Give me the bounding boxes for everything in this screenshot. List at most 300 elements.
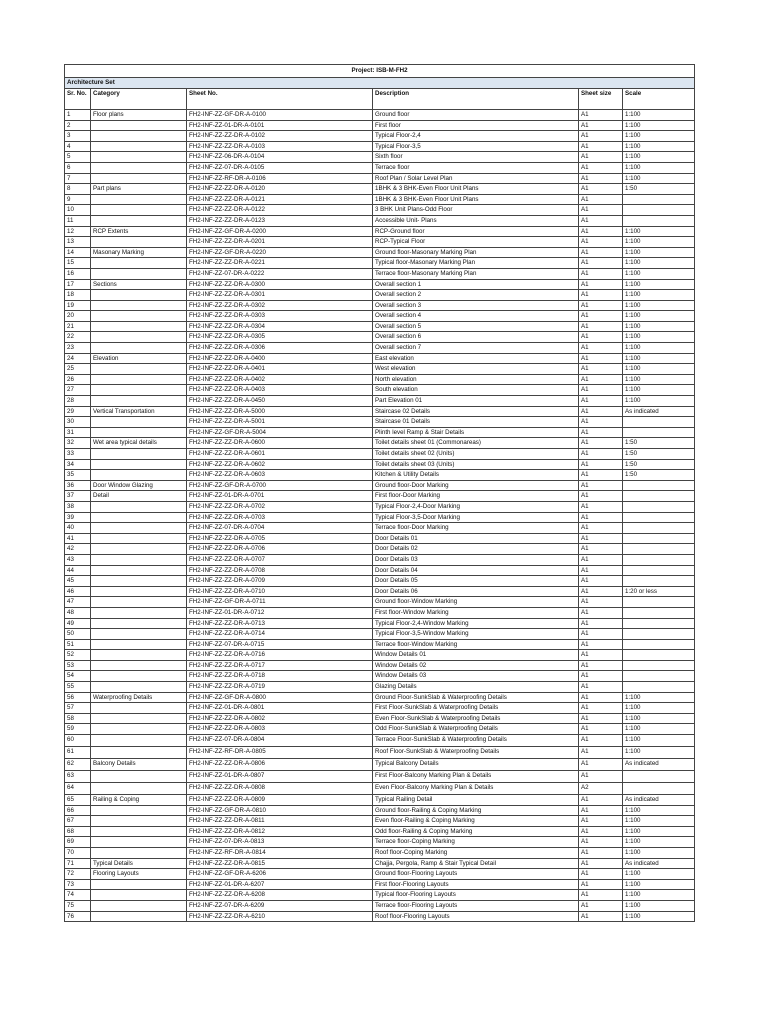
cell-sr-no: 65 [65, 795, 91, 806]
cell-sr-no: 55 [65, 682, 91, 693]
cell-description: Overall section 5 [373, 321, 579, 332]
table-row [65, 512, 695, 523]
table-row [65, 826, 695, 837]
cell-sr-no: 53 [65, 660, 91, 671]
table-row [65, 597, 695, 608]
header-category: Category [91, 89, 187, 110]
cell-sheet-no: FH2-INF-ZZ-GF-DR-A-0800 [187, 692, 373, 703]
cell-scale: As indicated [623, 795, 695, 806]
cell-description: Door Details 05 [373, 576, 579, 587]
cell-sheet-no: FH2-INF-ZZ-ZZ-DR-A-0809 [187, 795, 373, 806]
cell-sheet-size: A1 [579, 607, 623, 618]
table-row [65, 869, 695, 880]
cell-sheet-size: A1 [579, 417, 623, 428]
cell-category: Elevation [91, 353, 187, 364]
table-row [65, 586, 695, 597]
cell-category [91, 747, 187, 759]
cell-sheet-size: A1 [579, 879, 623, 890]
cell-description: Overall section 1 [373, 279, 579, 290]
cell-category [91, 816, 187, 827]
cell-sr-no: 3 [65, 131, 91, 142]
cell-category: Wet area typical details [91, 438, 187, 449]
cell-sheet-size: A1 [579, 194, 623, 205]
cell-scale [623, 783, 695, 795]
table-row [65, 290, 695, 301]
cell-sr-no: 70 [65, 848, 91, 859]
cell-scale: 1:100 [623, 173, 695, 184]
cell-sheet-no: FH2-INF-ZZ-ZZ-DR-A-0710 [187, 586, 373, 597]
table-row [65, 258, 695, 269]
cell-sheet-size: A1 [579, 162, 623, 173]
cell-sheet-size: A1 [579, 215, 623, 226]
cell-scale: 1:100 [623, 120, 695, 131]
cell-scale: 1:100 [623, 226, 695, 237]
cell-sheet-size: A1 [579, 311, 623, 322]
cell-sheet-no: FH2-INF-ZZ-ZZ-DR-A-0802 [187, 713, 373, 724]
cell-sheet-size: A1 [579, 300, 623, 311]
cell-sheet-size: A1 [579, 565, 623, 576]
cell-description: Plinth level Ramp & Stair Details [373, 427, 579, 438]
cell-sheet-no: FH2-INF-ZZ-ZZ-DR-A-0703 [187, 512, 373, 523]
cell-sr-no: 2 [65, 120, 91, 131]
cell-scale [623, 629, 695, 640]
cell-sr-no: 32 [65, 438, 91, 449]
cell-sheet-size: A1 [579, 848, 623, 859]
table-row [65, 491, 695, 502]
cell-category [91, 837, 187, 848]
cell-sheet-no: FH2-INF-ZZ-ZZ-DR-A-0806 [187, 759, 373, 771]
cell-scale: 1:100 [623, 279, 695, 290]
cell-scale: 1:100 [623, 385, 695, 396]
cell-category: Railing & Coping [91, 795, 187, 806]
cell-category [91, 321, 187, 332]
table-row [65, 374, 695, 385]
table-row [65, 152, 695, 163]
cell-sr-no: 61 [65, 747, 91, 759]
cell-scale [623, 565, 695, 576]
cell-description: 3 BHK Unit Plans-Odd Floor [373, 205, 579, 216]
cell-sr-no: 22 [65, 332, 91, 343]
cell-scale: As indicated [623, 858, 695, 869]
cell-sr-no: 14 [65, 247, 91, 258]
cell-category [91, 618, 187, 629]
cell-scale: 1:100 [623, 131, 695, 142]
cell-scale [623, 576, 695, 587]
table-row [65, 607, 695, 618]
cell-description: Overall section 7 [373, 343, 579, 354]
cell-sheet-no: FH2-INF-ZZ-01-DR-A-0801 [187, 703, 373, 714]
cell-sr-no: 12 [65, 226, 91, 237]
cell-sr-no: 67 [65, 816, 91, 827]
cell-category: Floor plans [91, 110, 187, 121]
table-row [65, 618, 695, 629]
cell-sheet-size: A1 [579, 735, 623, 747]
cell-sr-no: 5 [65, 152, 91, 163]
cell-sr-no: 54 [65, 671, 91, 682]
cell-description: Typical Floor-3,5-Door Marking [373, 512, 579, 523]
cell-sheet-no: FH2-INF-ZZ-01-DR-A-6207 [187, 879, 373, 890]
cell-sheet-no: FH2-INF-ZZ-ZZ-DR-A-0301 [187, 290, 373, 301]
cell-sheet-no: FH2-INF-ZZ-GF-DR-A-0200 [187, 226, 373, 237]
cell-scale: 1:100 [623, 237, 695, 248]
table-row [65, 900, 695, 911]
cell-description: Overall section 6 [373, 332, 579, 343]
cell-sr-no: 39 [65, 512, 91, 523]
table-row [65, 120, 695, 131]
cell-sheet-no: FH2-INF-ZZ-ZZ-DR-A-0707 [187, 554, 373, 565]
cell-scale [623, 205, 695, 216]
cell-sr-no: 19 [65, 300, 91, 311]
cell-description: Overall section 3 [373, 300, 579, 311]
cell-scale [623, 639, 695, 650]
table-row [65, 311, 695, 322]
cell-sheet-size: A1 [579, 533, 623, 544]
cell-scale: 1:100 [623, 364, 695, 375]
cell-category [91, 385, 187, 396]
cell-category [91, 205, 187, 216]
cell-scale [623, 501, 695, 512]
table-row [65, 480, 695, 491]
cell-sheet-size: A1 [579, 438, 623, 449]
table-row [65, 671, 695, 682]
cell-category [91, 554, 187, 565]
cell-category [91, 565, 187, 576]
header-sr-no: Sr. No. [65, 89, 91, 110]
cell-scale: 1:100 [623, 869, 695, 880]
cell-sheet-no: FH2-INF-ZZ-07-DR-A-0804 [187, 735, 373, 747]
set-row [65, 78, 695, 89]
cell-description: Typical Railing Detail [373, 795, 579, 806]
cell-category [91, 173, 187, 184]
cell-sheet-no: FH2-INF-ZZ-GF-DR-A-0100 [187, 110, 373, 121]
table-row [65, 650, 695, 661]
cell-category [91, 890, 187, 901]
cell-sheet-no: FH2-INF-ZZ-01-DR-A-0701 [187, 491, 373, 502]
table-row [65, 682, 695, 693]
cell-sheet-size: A1 [579, 279, 623, 290]
drawing-register-table [64, 64, 695, 922]
cell-sheet-no: FH2-INF-ZZ-ZZ-DR-A-0302 [187, 300, 373, 311]
table-row [65, 205, 695, 216]
cell-description: Typical Floor-3,5-Window Marking [373, 629, 579, 640]
cell-sr-no: 28 [65, 396, 91, 407]
cell-scale [623, 491, 695, 502]
cell-sr-no: 15 [65, 258, 91, 269]
table-row [65, 629, 695, 640]
cell-sr-no: 63 [65, 771, 91, 783]
cell-sheet-size: A1 [579, 890, 623, 901]
cell-scale: 1:100 [623, 879, 695, 890]
cell-scale: 1:100 [623, 152, 695, 163]
cell-description: First floor-Door Marking [373, 491, 579, 502]
table-row [65, 639, 695, 650]
cell-description: Ground floor-Door Marking [373, 480, 579, 491]
cell-description: RCP-Ground floor [373, 226, 579, 237]
table-row [65, 837, 695, 848]
table-row [65, 554, 695, 565]
cell-category [91, 639, 187, 650]
cell-scale: 1:100 [623, 321, 695, 332]
cell-scale [623, 533, 695, 544]
cell-description: Toilet details sheet 02 (Units) [373, 449, 579, 460]
table-row [65, 911, 695, 922]
cell-category [91, 120, 187, 131]
cell-category [91, 332, 187, 343]
cell-sheet-no: FH2-INF-ZZ-ZZ-DR-A-0808 [187, 783, 373, 795]
cell-description: Door Details 03 [373, 554, 579, 565]
cell-category [91, 900, 187, 911]
cell-scale [623, 215, 695, 226]
cell-description: RCP-Typical Floor [373, 237, 579, 248]
cell-sheet-no: FH2-INF-ZZ-ZZ-DR-A-5001 [187, 417, 373, 428]
cell-scale: 1:50 [623, 449, 695, 460]
cell-sheet-size: A1 [579, 671, 623, 682]
cell-category [91, 364, 187, 375]
cell-sheet-size: A1 [579, 816, 623, 827]
cell-description: First floor-Window Marking [373, 607, 579, 618]
cell-description: Door Details 01 [373, 533, 579, 544]
cell-sheet-size: A1 [579, 512, 623, 523]
cell-scale: 1:100 [623, 258, 695, 269]
cell-description: East elevation [373, 353, 579, 364]
cell-sheet-no: FH2-INF-ZZ-ZZ-DR-A-0400 [187, 353, 373, 364]
cell-scale: 1:100 [623, 816, 695, 827]
cell-sheet-no: FH2-INF-ZZ-07-DR-A-0704 [187, 523, 373, 534]
cell-scale [623, 512, 695, 523]
cell-sheet-size: A1 [579, 618, 623, 629]
cell-scale: 1:100 [623, 396, 695, 407]
table-row [65, 321, 695, 332]
cell-category [91, 459, 187, 470]
cell-category [91, 501, 187, 512]
cell-sheet-size: A1 [579, 650, 623, 661]
cell-description: Even Floor-Balcony Marking Plan & Details [373, 783, 579, 795]
cell-sr-no: 11 [65, 215, 91, 226]
cell-category [91, 805, 187, 816]
cell-category [91, 660, 187, 671]
cell-category [91, 162, 187, 173]
cell-category [91, 141, 187, 152]
cell-sr-no: 40 [65, 523, 91, 534]
table-row [65, 533, 695, 544]
cell-description: Overall section 4 [373, 311, 579, 322]
cell-sr-no: 52 [65, 650, 91, 661]
cell-sheet-size: A1 [579, 470, 623, 481]
cell-sr-no: 6 [65, 162, 91, 173]
cell-sr-no: 30 [65, 417, 91, 428]
cell-sheet-size: A1 [579, 374, 623, 385]
cell-description: Even Floor-SunkSlab & Waterproofing Details [373, 713, 579, 724]
cell-scale: 1:100 [623, 826, 695, 837]
cell-description: Terrace floor-Masonary Marking Plan [373, 268, 579, 279]
header-scale: Scale [623, 89, 695, 110]
table-row [65, 470, 695, 481]
cell-description: Ground floor-Masonary Marking Plan [373, 247, 579, 258]
cell-scale [623, 417, 695, 428]
cell-category [91, 290, 187, 301]
cell-sheet-no: FH2-INF-ZZ-ZZ-DR-A-0803 [187, 724, 373, 735]
cell-description: Terrace floor [373, 162, 579, 173]
cell-sheet-no: FH2-INF-ZZ-GF-DR-A-6206 [187, 869, 373, 880]
cell-description: Staircase 02 Details [373, 406, 579, 417]
cell-description: Window Details 02 [373, 660, 579, 671]
cell-sheet-size: A1 [579, 501, 623, 512]
cell-scale: 1:100 [623, 290, 695, 301]
cell-description: Typical Floor-2,4 [373, 131, 579, 142]
cell-scale: 1:100 [623, 900, 695, 911]
cell-scale [623, 597, 695, 608]
cell-sheet-size: A1 [579, 237, 623, 248]
cell-sheet-size: A1 [579, 141, 623, 152]
cell-sheet-no: FH2-INF-ZZ-ZZ-DR-A-0402 [187, 374, 373, 385]
cell-sr-no: 71 [65, 858, 91, 869]
table-row [65, 173, 695, 184]
table-row [65, 848, 695, 859]
cell-sr-no: 49 [65, 618, 91, 629]
cell-category [91, 343, 187, 354]
cell-category [91, 735, 187, 747]
cell-sr-no: 42 [65, 544, 91, 555]
cell-scale: 1:100 [623, 703, 695, 714]
table-row [65, 417, 695, 428]
cell-sheet-size: A1 [579, 911, 623, 922]
cell-scale: 1:100 [623, 247, 695, 258]
cell-sheet-no: FH2-INF-ZZ-ZZ-DR-A-0718 [187, 671, 373, 682]
cell-sheet-no: FH2-INF-ZZ-06-DR-A-0104 [187, 152, 373, 163]
cell-sheet-size: A1 [579, 759, 623, 771]
table-row [65, 332, 695, 343]
cell-sheet-size: A1 [579, 491, 623, 502]
table-row [65, 184, 695, 195]
cell-sr-no: 59 [65, 724, 91, 735]
cell-description: Ground floor-Window Marking [373, 597, 579, 608]
table-row [65, 459, 695, 470]
cell-sheet-no: FH2-INF-ZZ-GF-DR-A-0700 [187, 480, 373, 491]
cell-description: Toilet details sheet 03 (Units) [373, 459, 579, 470]
cell-scale: 1:50 [623, 470, 695, 481]
cell-sheet-no: FH2-INF-ZZ-ZZ-DR-A-0601 [187, 449, 373, 460]
cell-sheet-size: A1 [579, 544, 623, 555]
cell-sr-no: 37 [65, 491, 91, 502]
cell-description: Ground Floor-SunkSlab & Waterproofing Details [373, 692, 579, 703]
cell-sheet-no: FH2-INF-ZZ-ZZ-DR-A-0103 [187, 141, 373, 152]
table-row [65, 747, 695, 759]
cell-sr-no: 62 [65, 759, 91, 771]
cell-scale: 1:100 [623, 713, 695, 724]
table-row [65, 110, 695, 121]
cell-description: Accessible Unit- Plans [373, 215, 579, 226]
cell-sheet-size: A1 [579, 332, 623, 343]
cell-category [91, 523, 187, 534]
cell-sr-no: 41 [65, 533, 91, 544]
cell-sheet-size: A1 [579, 120, 623, 131]
cell-sr-no: 23 [65, 343, 91, 354]
cell-category [91, 671, 187, 682]
cell-sheet-size: A1 [579, 396, 623, 407]
cell-category [91, 374, 187, 385]
cell-description: Typical Floor-3,5 [373, 141, 579, 152]
cell-category: Balcony Details [91, 759, 187, 771]
cell-sr-no: 33 [65, 449, 91, 460]
table-row [65, 162, 695, 173]
cell-sheet-no: FH2-INF-ZZ-ZZ-DR-A-0122 [187, 205, 373, 216]
cell-category: Masonary Marking [91, 247, 187, 258]
cell-sheet-no: FH2-INF-ZZ-ZZ-DR-A-0450 [187, 396, 373, 407]
cell-scale: 1:100 [623, 332, 695, 343]
cell-sheet-no: FH2-INF-ZZ-ZZ-DR-A-0201 [187, 237, 373, 248]
cell-category [91, 311, 187, 322]
cell-scale: 1:100 [623, 735, 695, 747]
cell-category [91, 427, 187, 438]
cell-category [91, 771, 187, 783]
cell-sheet-no: FH2-INF-ZZ-ZZ-DR-A-6210 [187, 911, 373, 922]
project-title: Project: ISB-M-FH2 [65, 65, 695, 78]
cell-sheet-size: A1 [579, 724, 623, 735]
cell-scale: 1:100 [623, 747, 695, 759]
cell-sheet-size: A1 [579, 459, 623, 470]
cell-sheet-size: A1 [579, 173, 623, 184]
cell-sr-no: 20 [65, 311, 91, 322]
cell-sr-no: 43 [65, 554, 91, 565]
table-row [65, 353, 695, 364]
cell-sheet-size: A1 [579, 660, 623, 671]
cell-sheet-no: FH2-INF-ZZ-07-DR-A-0105 [187, 162, 373, 173]
table-row [65, 759, 695, 771]
table-row [65, 576, 695, 587]
cell-scale: 1:100 [623, 311, 695, 322]
cell-sheet-size: A1 [579, 449, 623, 460]
cell-category [91, 258, 187, 269]
cell-sheet-no: FH2-INF-ZZ-ZZ-DR-A-0403 [187, 385, 373, 396]
cell-description: Door Details 02 [373, 544, 579, 555]
table-row [65, 805, 695, 816]
cell-category [91, 597, 187, 608]
cell-sr-no: 27 [65, 385, 91, 396]
cell-category [91, 650, 187, 661]
cell-sr-no: 26 [65, 374, 91, 385]
cell-scale [623, 427, 695, 438]
cell-scale: 1:50 [623, 184, 695, 195]
cell-sheet-no: FH2-INF-ZZ-ZZ-DR-A-0708 [187, 565, 373, 576]
table-row [65, 268, 695, 279]
cell-sheet-size: A1 [579, 480, 623, 491]
cell-category [91, 607, 187, 618]
cell-category [91, 152, 187, 163]
cell-description: First Floor-Balcony Marking Plan & Details [373, 771, 579, 783]
cell-sheet-no: FH2-INF-ZZ-GF-DR-A-0220 [187, 247, 373, 258]
cell-scale: 1:100 [623, 141, 695, 152]
cell-sheet-size: A1 [579, 805, 623, 816]
cell-description: First floor-Flooring Layouts [373, 879, 579, 890]
cell-sheet-size: A1 [579, 837, 623, 848]
cell-description: North elevation [373, 374, 579, 385]
cell-description: 1BHK & 3 BHK-Even Floor Unit Plans [373, 194, 579, 205]
cell-sr-no: 36 [65, 480, 91, 491]
cell-sheet-no: FH2-INF-ZZ-01-DR-A-0712 [187, 607, 373, 618]
cell-sheet-size: A1 [579, 205, 623, 216]
cell-sheet-no: FH2-INF-ZZ-GF-DR-A-0711 [187, 597, 373, 608]
cell-description: Even floor-Railing & Coping Marking [373, 816, 579, 827]
cell-sheet-no: FH2-INF-ZZ-ZZ-DR-A-0221 [187, 258, 373, 269]
cell-sheet-no: FH2-INF-ZZ-RF-DR-A-0106 [187, 173, 373, 184]
cell-sr-no: 16 [65, 268, 91, 279]
cell-sheet-no: FH2-INF-ZZ-ZZ-DR-A-5000 [187, 406, 373, 417]
cell-category [91, 629, 187, 640]
cell-description: Terrace floor-Door Marking [373, 523, 579, 534]
cell-description: West elevation [373, 364, 579, 375]
cell-scale: 1:100 [623, 911, 695, 922]
cell-sheet-no: FH2-INF-ZZ-ZZ-DR-A-0121 [187, 194, 373, 205]
